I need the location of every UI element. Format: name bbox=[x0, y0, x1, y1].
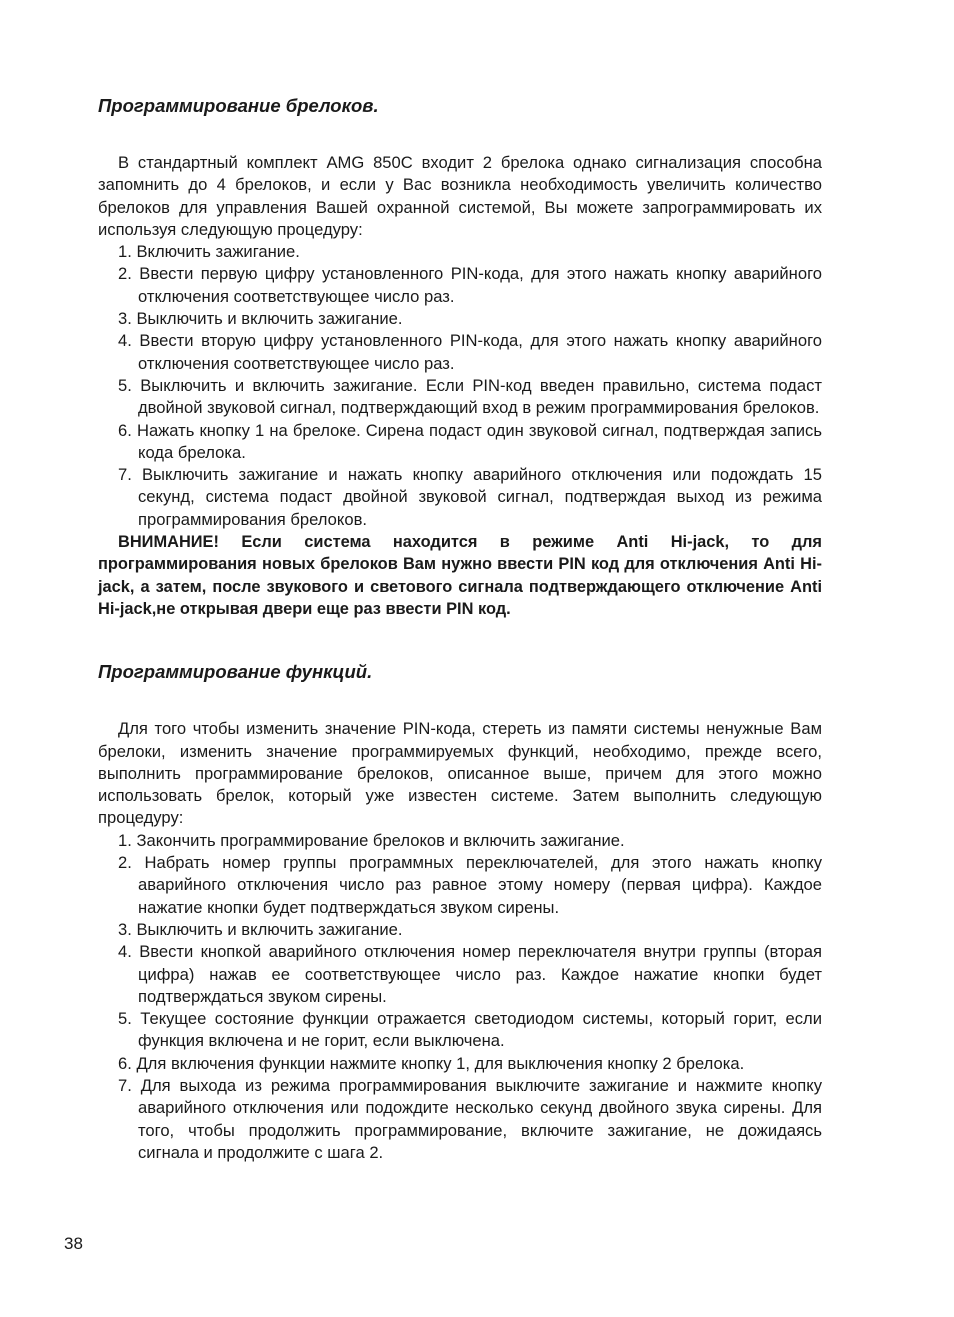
section-title-functions: Программирование функций. bbox=[98, 661, 373, 683]
keyfobs-intro: В стандартный комплект AMG 850C входит 2 брелока однако сигнализация способна запомнить до 4 брелоков, и если у Вас возникла необходимость увеличить количество брелоков для управления Вашей охранной системой, Вы можете запрограммировать их используя следующую процедуру: bbox=[98, 153, 822, 239]
list-item: 1. Закончить программирование брелоков и включить зажигание. bbox=[118, 830, 625, 850]
functions-steps bbox=[98, 830, 822, 1164]
keyfobs-steps bbox=[98, 241, 822, 531]
list-item: 4. Ввести кнопкой аварийного отключения номер переключателя внутри группы (вторая цифра) нажав ее соответствующее число раз. Каждое нажатие кнопки будет подтверждаться звуком сирены. bbox=[118, 942, 822, 1006]
list-item: 4. Ввести вторую цифру установленного PIN-кода, для этого нажать кнопку аварийного отключения соответствующее число раз. bbox=[118, 331, 822, 373]
functions-intro: Для того чтобы изменить значение PIN-кода, стереть из памяти системы ненужные Вам брелоки, изменить значение программируемых функций, необходимо, прежде всего, выполнить программирование брелоков, описанное выше, причем для этого можно использовать брелок, который уже известен системе. Затем выполнить следующую процедуру: bbox=[98, 719, 822, 828]
list-item: 6. Для включения функции нажмите кнопку 1, для выключения кнопку 2 брелока. bbox=[118, 1053, 745, 1073]
list-item: 2. Набрать номер группы программных переключателей, для этого нажать кнопку аварийного отключения число раз равное этому номеру (первая цифра). Каждое нажатие кнопки будет подтверждаться звуком сирены. bbox=[118, 853, 822, 917]
list-item: 1. Включить зажигание. bbox=[118, 242, 300, 262]
section-title-keyfobs: Программирование брелоков. bbox=[98, 95, 379, 116]
page-number: 38 bbox=[64, 1234, 83, 1253]
page-content bbox=[98, 94, 822, 1164]
list-item: 5. Текущее состояние функции отражается светодиодом системы, который горит, если функция включена и не горит, если выключена. bbox=[118, 1009, 822, 1051]
list-item: 6. Нажать кнопку 1 на брелоке. Сирена подаст один звуковой сигнал, подтверждая запись кода брелока. bbox=[118, 420, 822, 462]
list-item: 7. Для выхода из режима программирования выключите зажигание и нажмите кнопку аварийного отключения или подождите несколько секунд двойного звука сирены. Для того, чтобы продолжить программирование, включите зажигание, не дожидаясь сигнала и продолжите с шага 2. bbox=[118, 1075, 822, 1162]
list-item: 3. Выключить и включить зажигание. bbox=[118, 309, 403, 329]
warning-note: ВНИМАНИЕ! Если система находится в режиме Anti Hi-jack, то для программирования новых брелоков Вам нужно ввести PIN код для отключения Anti Hi-jack, а затем, после звукового и светового сигнала подтверждающего отключение Anti Hi-jack,не открывая двери еще раз ввести PIN код. bbox=[98, 533, 822, 618]
list-item: 2. Ввести первую цифру установленного PIN-кода, для этого нажать кнопку аварийного отключения соответствующее число раз. bbox=[118, 264, 822, 306]
list-item: 5. Выключить и включить зажигание. Если PIN-код введен правильно, система подаст двойной звуковой сигнал, подтверждающий вход в режим программирования брелоков. bbox=[118, 375, 822, 418]
list-item: 3. Выключить и включить зажигание. bbox=[118, 919, 403, 939]
list-item: 7. Выключить зажигание и нажать кнопку аварийного отключения или подождать 15 секунд, система подаст двойной звуковой сигнал, подтверждая выход из режима программирования брелоков. bbox=[118, 465, 822, 529]
